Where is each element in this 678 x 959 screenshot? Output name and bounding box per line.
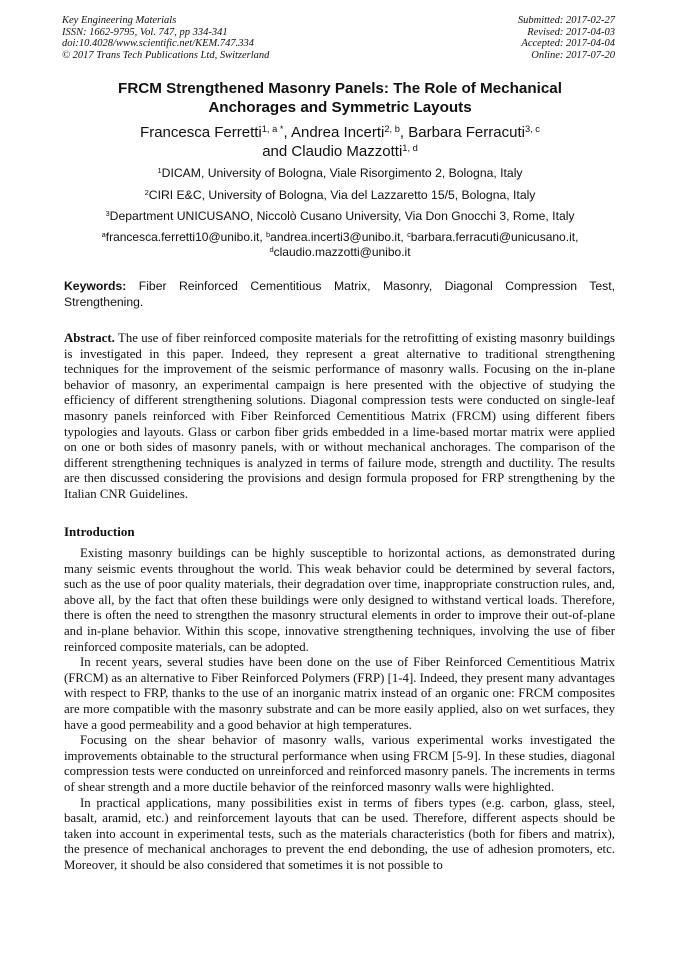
journal-info [62, 15, 269, 61]
affiliation-1 [64, 166, 616, 181]
accepted-date: Accepted: 2017-04-04 [521, 38, 615, 50]
affiliation-text: CIRI E&C, University of Bologna, Via del Lazzaretto 15/5, Bologna, Italy [148, 188, 536, 202]
issn-line: ISSN: 1662-9795, Vol. 747, pp 334-341 [62, 26, 228, 38]
author-emails [64, 230, 616, 260]
author-superscript: 3, c [524, 123, 540, 134]
paragraph: In practical applications, many possibilities exist in terms of fibers types (e.g. carbon, glass, steel, basalt, aramid, etc.) and reinforcement layouts that can be used. Therefore, different aspects should be taken into account in experimental tests, such as the materials characteristics (both for fibers and matrix), the presence of mechanical anchorages to prevent the end debonding, the use of adhesion promoters, etc. Moreover, it should be also considered that sometimes it is not possible to [64, 795, 615, 872]
introduction-body [64, 546, 615, 873]
author-separator: , [283, 124, 291, 141]
author-superscript: 1, a * [261, 123, 284, 134]
revised-date: Revised: 2017-04-03 [527, 26, 615, 38]
title-line-2: Anchorages and Symmetric Layouts [208, 99, 472, 116]
submitted-date: Submitted: 2017-02-27 [517, 15, 615, 26]
email-address: francesca.ferretti10@unibo.it, [105, 230, 266, 244]
email-address: barbara.ferracuti@unicusano.it, [410, 230, 579, 244]
online-date: Online: 2017-07-20 [531, 49, 615, 61]
email-address: claudio.mazzotti@unibo.it [273, 245, 411, 259]
author-name: Francesca Ferretti [140, 124, 262, 141]
author-list [64, 123, 616, 161]
email-superscript: c [407, 229, 411, 239]
copyright-line: © 2017 Trans Tech Publications Ltd, Switzerland [62, 49, 270, 61]
abstract-label: Abstract. [64, 331, 115, 345]
email-address: andrea.incerti3@unibo.it, [270, 230, 408, 244]
email-superscript: a [101, 229, 106, 239]
paragraph: Focusing on the shear behavior of masonry walls, various experimental works investigated the improvements obtainable to the structural performance when using FRCM [5-9]. In these studies, diagonal compression tests were conducted on unreinforced and reinforced masonry panels. The increments in terms of shear strength and a more ductile behavior of the reinforced masonry walls were highlighted. [64, 733, 615, 794]
email-superscript: d [269, 244, 274, 254]
affiliation-2 [64, 188, 616, 203]
abstract-section [64, 331, 615, 503]
affiliation-text: DICAM, University of Bologna, Viale Risorgimento 2, Bologna, Italy [161, 166, 523, 180]
keywords-section [64, 279, 615, 310]
author-name: Andrea Incerti [290, 124, 385, 141]
abstract-text: The use of fiber reinforced composite materials for the retrofitting of existing masonry buildings is investigated in this paper. Indeed, they represent a great alternative to traditional strengthening techniques for the improvement of the seismic performance of masonry walls. Focusing on the in-plane behavior of masonry, an experimental campaign is here presented with the objective of studying the efficiency of different strengthening solutions. Diagonal compression tests were conducted on single-leaf masonry panels reinforced with Fiber Reinforced Cementitious Matrix (FRCM) using different fibers typologies and layouts. Glass or carbon fiber grids embedded in a lime-based mortar matrix were applied on one or both sides of masonry panels, with or without mechanical anchorages. The comparison of the different strengthening techniques is analyzed in terms of failure mode, strength and ductility. The results are then discussed considering the provisions and design formula proposed for FRP strengthening by the Italian CNR Guidelines. [64, 331, 615, 501]
paragraph: Existing masonry buildings can be highly susceptible to horizontal actions, as demonstrated during many seismic events throughout the world. This weak behavior could be determined by several factors, such as the use of poor quality materials, their degradation over time, inappropriate construction rules, and, above all, by the fact that often these buildings were only designed to withstand vertical loads. Therefore, there is often the need to strengthen the masonry structural elements in order to improve their out-of-plane and in-plane behavior. Within this scope, innovative strengthening techniques, involving the use of fiber reinforced composite materials, can be adopted. [64, 546, 615, 654]
email-superscript: b [266, 229, 271, 239]
author-superscript: 2, b [384, 123, 400, 134]
author-separator: , [399, 124, 409, 141]
paper-title [64, 79, 616, 117]
author-superscript: 1, d [402, 142, 418, 153]
affiliation-superscript: 3 [105, 208, 110, 218]
author-name: Barbara Ferracuti [408, 124, 525, 141]
paragraph: In recent years, several studies have been done on the use of Fiber Reinforced Cementitious Matrix (FRCM) as an alternative to Fiber Reinforced Polymers (FRP) [1-4]. Indeed, they present many advantages with respect to FRP, thanks to the use of an inorganic matrix instead of an organic one: FRCM composites are more compatible with the masonry substrate and can be more easily applied, also on wet surfaces, they have a good permeability and a good behavior at high temperatures. [64, 655, 615, 732]
section-heading: Introduction [64, 524, 135, 539]
journal-name: Key Engineering Materials [62, 15, 177, 26]
doi-line: doi:10.4028/www.scientific.net/KEM.747.334 [62, 38, 254, 50]
article-dates [518, 15, 615, 61]
title-line-1: FRCM Strengthened Masonry Panels: The Role of Mechanical [118, 80, 562, 97]
keywords-label: Keywords: [64, 279, 127, 293]
author-name: and Claudio Mazzotti [262, 143, 403, 160]
keywords-text: Fiber Reinforced Cementitious Matrix, Masonry, Diagonal Compression Test, Strengthening. [64, 279, 615, 309]
affiliation-superscript: 1 [157, 165, 162, 175]
affiliation-3 [64, 209, 616, 224]
affiliation-superscript: 2 [144, 187, 149, 197]
affiliation-text: Department UNICUSANO, Niccolò Cusano University, Via Don Gnocchi 3, Rome, Italy [109, 209, 575, 223]
